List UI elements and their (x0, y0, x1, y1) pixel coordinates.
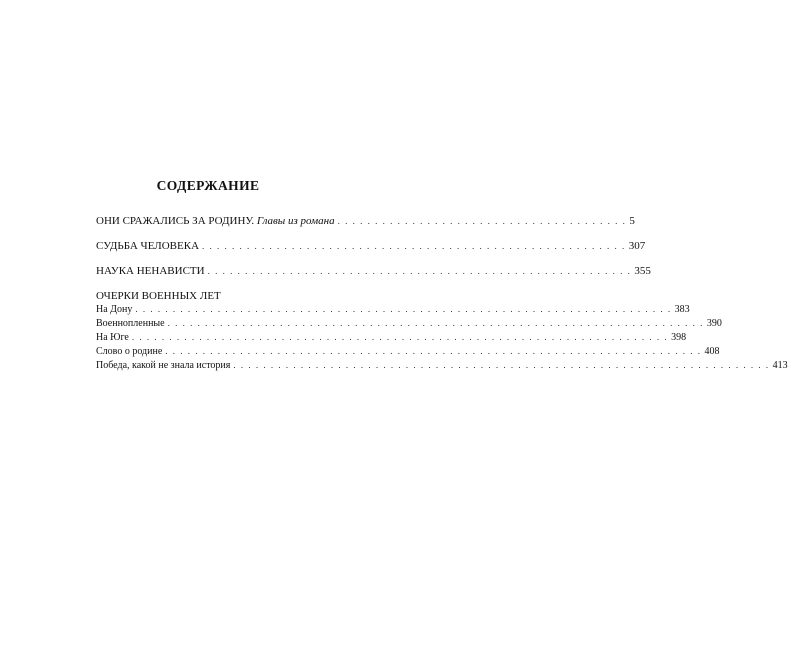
toc-page-number: 307 (628, 240, 646, 252)
toc-entry (96, 240, 646, 256)
toc-page-number: 383 (674, 304, 690, 315)
toc-subentry (96, 360, 788, 374)
toc-entry-subtitle: Главы из романа (256, 215, 335, 227)
toc-page-number: 413 (772, 360, 788, 371)
dot-leader: . . . . . . . . . . . . . . . . . . . . . . . . . . . . . . . . . . . . . . . . . . . . . . . . . . . . . . . . . (202, 241, 626, 251)
toc-subentry-title: На Дону (96, 304, 133, 315)
toc-entry-title: ОНИ СРАЖАЛИСЬ ЗА РОДИНУ. Главы из романа (96, 215, 335, 227)
toc-subentry (96, 318, 722, 332)
toc-section-title: ОЧЕРКИ ВОЕННЫХ ЛЕТ (96, 290, 221, 302)
toc-page-number: 398 (671, 332, 687, 343)
dot-leader: . . . . . . . . . . . . . . . . . . . . . . . . . . . . . . . . . . . . . . . (337, 216, 627, 226)
dot-leader: . . . . . . . . . . . . . . . . . . . . . . . . . . . . . . . . . . . . . . . . . . . . . . . . . . . . . . . . . . . . . . . . . . . . . . . . (165, 346, 702, 356)
dot-leader: . . . . . . . . . . . . . . . . . . . . . . . . . . . . . . . . . . . . . . . . . . . . . . . . . . . . . . . . . (207, 266, 632, 276)
toc-entry-title: НАУКА НЕНАВИСТИ (96, 265, 205, 277)
toc-subentry (96, 332, 687, 346)
dot-leader: . . . . . . . . . . . . . . . . . . . . . . . . . . . . . . . . . . . . . . . . . . . . . . . . . . . . . . . . . . . . . . . . . . . . . . . . (131, 332, 669, 342)
toc-subentry (96, 304, 690, 318)
toc-subentry (96, 346, 720, 360)
toc-page-number: 408 (704, 346, 720, 357)
toc-subentry-title: Победа, какой не знала история (96, 360, 231, 371)
toc-entry-title: СУДЬБА ЧЕЛОВЕКА (96, 240, 200, 252)
toc-page-number: 355 (634, 265, 651, 277)
toc-subentry-title: На Юге (96, 332, 129, 343)
toc-entry (96, 215, 635, 231)
dot-leader: . . . . . . . . . . . . . . . . . . . . . . . . . . . . . . . . . . . . . . . . . . . . . . . . . . . . . . . . . . . . . . . . . . . . . . . . (135, 304, 672, 314)
toc-section-heading (96, 290, 374, 304)
toc-page-number: 5 (629, 215, 635, 227)
table-of-contents (96, 215, 788, 374)
toc-subentry-title: Военнопленные (96, 318, 165, 329)
page-title: СОДЕРЖАНИЕ (156, 178, 260, 193)
toc-page-number: 390 (706, 318, 722, 329)
dot-leader: . . . . . . . . . . . . . . . . . . . . . . . . . . . . . . . . . . . . . . . . . . . . . . . . . . . . . . . . . . . . . . . . . . . . . . . . (167, 318, 704, 328)
toc-subentry-title: Слово о родине (96, 346, 163, 357)
toc-entry (96, 265, 651, 281)
dot-leader: . . . . . . . . . . . . . . . . . . . . . . . . . . . . . . . . . . . . . . . . . . . . . . . . . . . . . . . . . . . . . . . . . . . . . . . . (233, 360, 770, 370)
